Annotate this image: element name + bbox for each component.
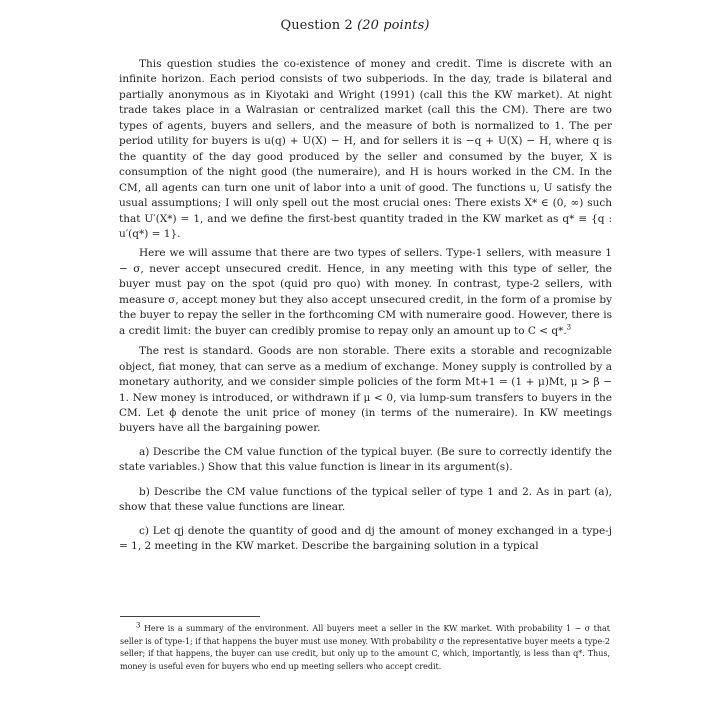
footnote-divider (120, 616, 260, 617)
paragraph-standard-assumptions: The rest is standard. Goods are non storable. There exits a storable and recognizable object, fiat money, that can serve as a medium of exchange. Money supply is controlled by a monetary authority, and we consider simple policies of the form Mt+1 = (1 + μ)Mt, μ > β − 1. New money is introduced, or withdrawn if μ < 0, via lump-sum transfers to buyers in the CM. Let ϕ denote the unit price of money (in terms of the numeraire). In KW meetings buyers have all the bargaining power. (119, 345, 612, 435)
part-c: c) Let qj denote the quantity of good and dj the amount of money exchanged in a type-j = 1, 2 meeting in the KW market. Describe the bargaining solution in a typical (119, 524, 612, 553)
question-points: (20 points) (357, 18, 430, 33)
question-body (119, 57, 612, 555)
footnote-reference: 3 (566, 323, 572, 332)
paragraph-seller-types (119, 246, 612, 339)
part-b: b) Describe the CM value functions of the typical seller of type 1 and 2. As in part (a), show that these value functions are linear. (119, 485, 612, 514)
footnote-text: Here is a summary of the environment. All buyers meet a seller in the KW market. With probability 1 − σ that seller is of type-1; if that happens the buyer must use money. With probability σ the representative buyer meets a type-2 seller; if that happens, the buyer can use credit, but only up to the amount C, which, importantly, is less than q*. Thus, money is useful even for buyers who end up meeting sellers who accept credit. (120, 624, 611, 672)
paragraph-seller-types-text: Here we will assume that there are two types of sellers. Type-1 sellers, with measure 1 − σ, never accept unsecured credit. Hence, in any meeting with this type of seller, the buyer must pay on the spot (quid pro quo) with money. In contrast, type-2 sellers, with measure σ, accept money but they also accept unsecured credit, in the form of a promise by the buyer to repay the seller in the forthcoming CM with numeraire good. However, there is a credit limit: the buyer can credibly promise to repay only an amount up to C < q*. (119, 247, 612, 337)
footnote (120, 623, 610, 674)
question-title: Question 2 (280, 18, 353, 33)
part-a: a) Describe the CM value function of the typical buyer. (Be sure to correctly identify the state variables.) Show that this value function is linear in its argument(s). (119, 445, 612, 474)
paragraph-introduction: This question studies the co-existence of money and credit. Time is discrete with an infinite horizon. Each period consists of two subperiods. In the day, trade is bilateral and partially anonymous as in Kiyotaki and Wright (1991) (call this the KW market). At night trade takes place in a Walrasian or centralized market (call this the CM). There are two types of agents, buyers and sellers, and the measure of both is normalized to 1. The per period utility for buyers is u(q) + U(X) − H, and for sellers it is −q + U(X) − H, where q is the quantity of the day good produced by the seller and consumed by the buyer, X is consumption of the night good (the numeraire), and H is hours worked in the CM. In the CM, all agents can turn one unit of labor into a unit of good. The functions u, U satisfy the usual assumptions; I will only spell out the most crucial ones: There exists X* ∈ (0, ∞) such that U′(X*) = 1, and we define the first-best quantity traded in the KW market as q* ≡ {q : u′(q*) = 1}. (119, 58, 612, 240)
question-heading (0, 18, 710, 33)
footnote-number: 3 (136, 621, 141, 630)
